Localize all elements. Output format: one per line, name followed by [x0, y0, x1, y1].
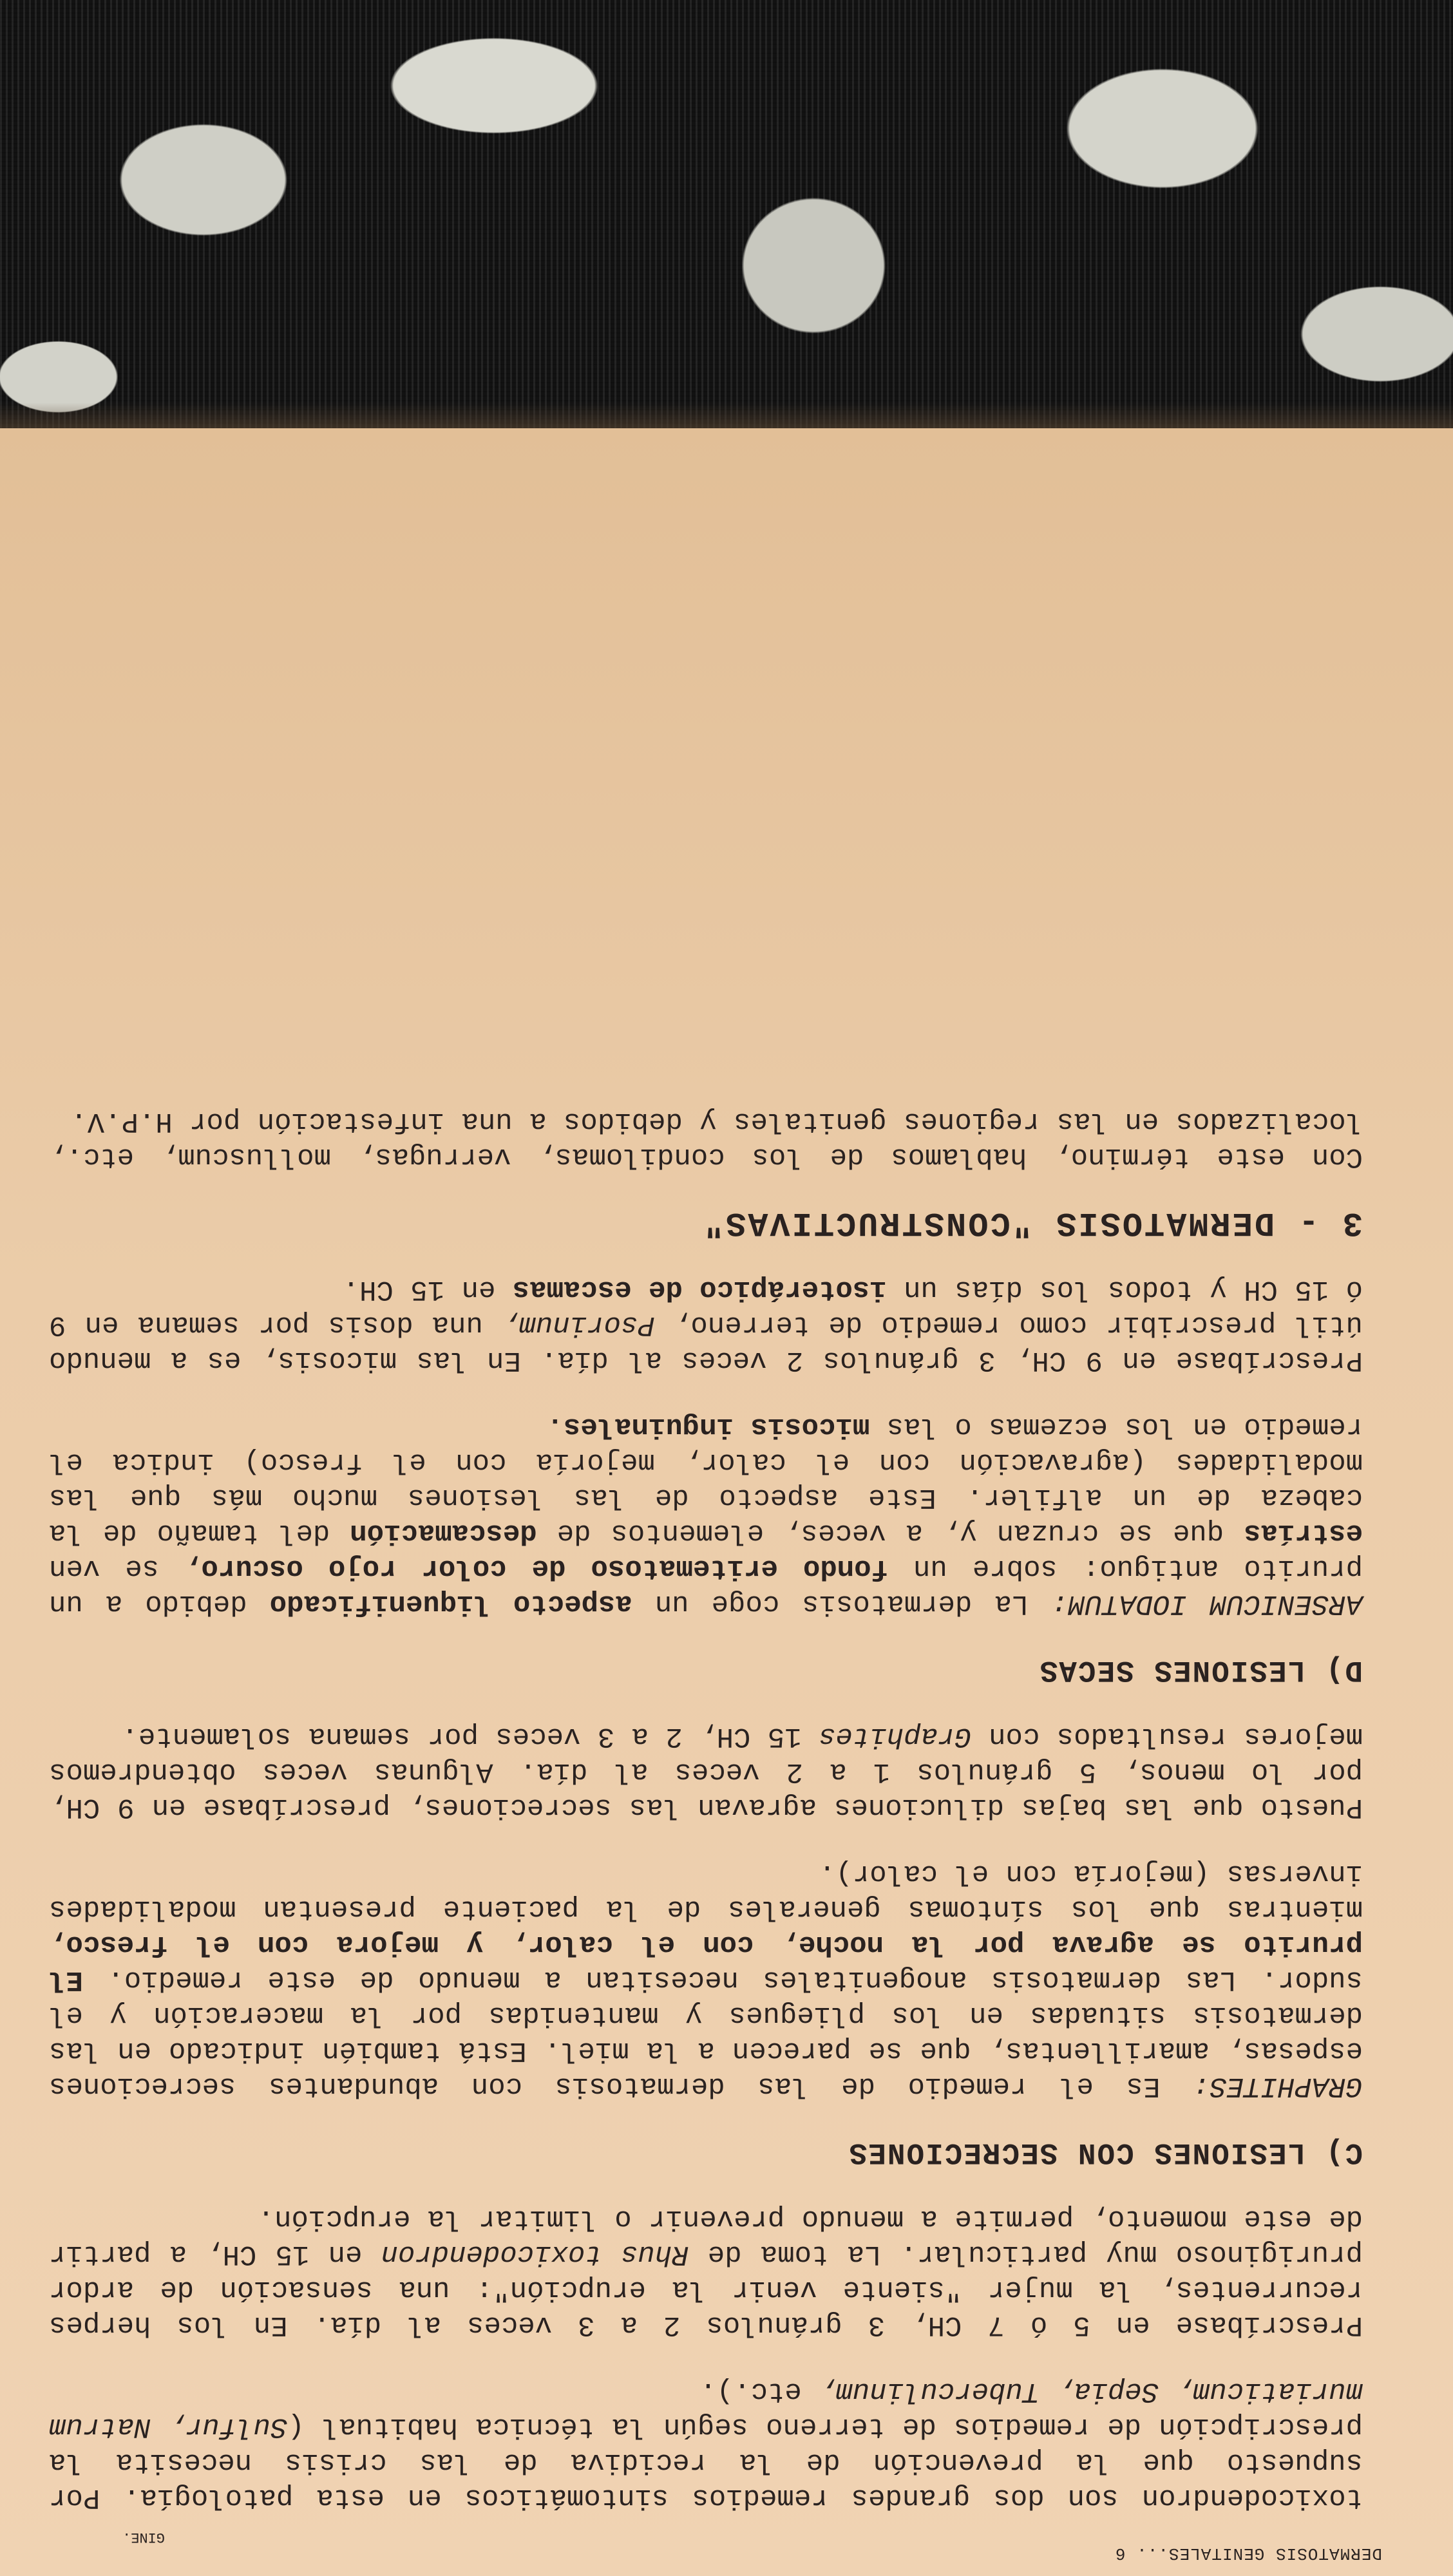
- document-page: [0, 428, 1453, 2576]
- paragraph-2: Prescríbase en 5 ó 7 CH, 3 gránulos 2 a 3 veces al día. En los herpes recurrentes, la mujer "siente venir la erupción": una sensación de ardor pruriginoso muy particular. La toma de Rhus toxicodendron en 15 CH, a partir de este momento, permite a menudo prevenir o limitar la erupción.: [48, 2202, 1363, 2341]
- fabric-background: [0, 0, 1453, 428]
- running-title: DERMATOSIS GENITALES... 6: [1114, 2544, 1382, 2563]
- paragraph-graphites-dosage: Puesto que las bajas diluciones agravan las secreciones, prescríbase en 9 CH, por lo menos, 5 gránulos 1 a 2 veces al día. Algunas veces obtendremos mejores resultados con Graphites 15 CH, 2 a 3 veces por semana solamente.: [49, 1720, 1363, 1823]
- page-content-rotated: [0, 428, 1453, 2576]
- paragraph-constructivas: Con este término, hablamos de los condilomas, verrugas, molluscum, etc., localizados en las regiones genitales y debidos a una infestación por H.P.V.: [49, 1105, 1363, 1173]
- section-heading-c: C) LESIONES CON SECRECIONES: [848, 2136, 1363, 2169]
- author-mark: GINE.: [122, 2529, 165, 2545]
- paragraph-arsenicum: ARSENICUM IODATUM: La dermatosis coge un aspecto liquenificado debido a un prurito antiguo: sobre un fondo eritematoso de color rojo oscuro, se ven estrías que se cruzan y, a veces, elementos de descamación del tamaño de la cabeza de un alfiler. Este aspecto de las lesiones mucho más que las modalidades (agravación con el calor, mejoría con el fresco) indica el remedio en los eczemas o las micosis inguinales.: [48, 1410, 1363, 1620]
- paragraph-1: toxicodendron son dos grandes remedios sintomáticos en esta patología. Por supuesto que la prevención de la recidiva de las crisis necesita la prescripción de remedios de terreno según la técnica habitual (Sulfur, Natrum muriaticum, Sepia, Tuberculinum, etc.).: [49, 2375, 1363, 2514]
- paragraph-arsenicum-dosage: Prescríbase en 9 CH, 3 gránulos 2 veces al día. En las micosis, es a menudo útil prescribir como remedio de terreno, Psorinum, una dosis por semana en 9 ó 15 CH y todos los días un isoterápico de escamas en 15 CH.: [48, 1273, 1363, 1376]
- section-heading-d: D) LESIONES SECAS: [1038, 1653, 1363, 1687]
- paragraph-graphites: GRAPHITES: Es el remedio de las dermatosis con abundantes secreciones espesas, amarillentas, que se parecen a la miel. Está también indicado en las dermatosis situadas en los pliegues y mantenidas por la maceración y el sudor. Las dermatosis anogenitales necesitan a menudo de este remedio. El prurito se agrava por la noche, con el calor, y mejora con el fresco, mientras que los síntomas generales de la paciente presentan modalidades inversas (mejoría con el calor).: [49, 1857, 1363, 2102]
- body-text: [49, 1072, 1363, 2515]
- section-heading-3: 3 - DERMATOSIS "CONSTRUCTIVAS": [701, 1204, 1363, 1242]
